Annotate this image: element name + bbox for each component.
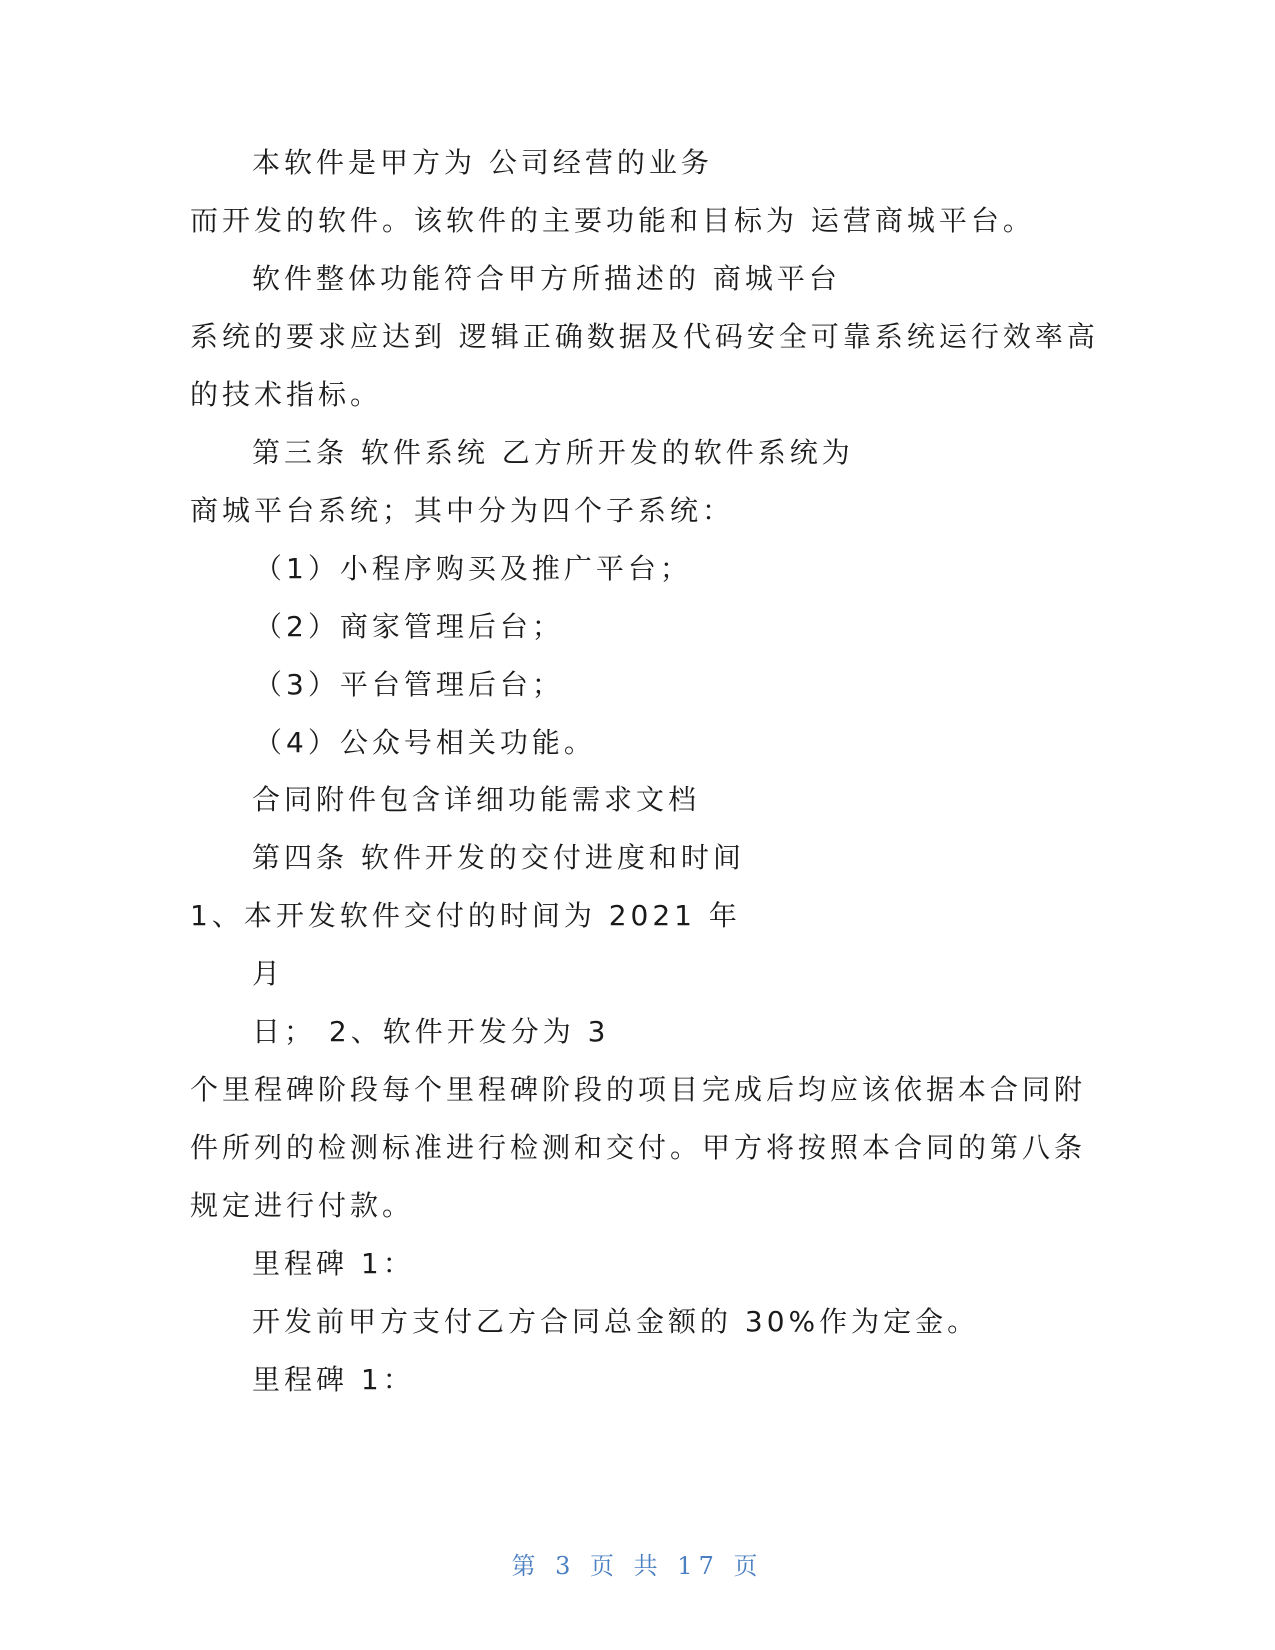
- paragraph-line: 系统的要求应达到 逻辑正确数据及代码安全可靠系统运行效率高: [190, 320, 1099, 353]
- paragraph-line: 而开发的软件。该软件的主要功能和目标为 运营商城平台。: [190, 204, 1035, 237]
- milestone-heading: 里程碑 1：: [252, 1247, 415, 1280]
- paragraph-line: 规定进行付款。: [190, 1189, 415, 1222]
- paragraph-line: 合同附件包含详细功能需求文档: [252, 783, 701, 816]
- paragraph-line: 1、本开发软件交付的时间为 2021 年: [190, 899, 741, 932]
- paragraph-line: 件所列的检测标准进行检测和交付。甲方将按照本合同的第八条: [190, 1131, 1087, 1164]
- paragraph-line: 的技术指标。: [190, 378, 383, 411]
- paragraph-line: 日； 2、软件开发分为 3: [252, 1015, 610, 1048]
- paragraph-line: 个里程碑阶段每个里程碑阶段的项目完成后均应该依据本合同附: [190, 1073, 1087, 1106]
- paragraph-line: 商城平台系统；其中分为四个子系统：: [190, 494, 735, 527]
- paragraph-line: 本软件是甲方为 公司经营的业务: [252, 146, 713, 179]
- page-number-footer: 第 3 页 共 17 页: [511, 1552, 764, 1580]
- list-item: （2）商家管理后台；: [254, 610, 564, 643]
- section-heading: 第三条 软件系统 乙方所开发的软件系统为: [252, 436, 854, 469]
- paragraph-line: 开发前甲方支付乙方合同总金额的 30%作为定金。: [252, 1305, 980, 1338]
- paragraph-line: 软件整体功能符合甲方所描述的 商城平台: [252, 262, 841, 295]
- milestone-heading: 里程碑 1：: [252, 1363, 415, 1396]
- list-item: （1）小程序购买及推广平台；: [254, 552, 692, 585]
- list-item: （4）公众号相关功能。: [254, 726, 596, 759]
- section-heading: 第四条 软件开发的交付进度和时间: [252, 841, 745, 874]
- list-item: （3）平台管理后台；: [254, 668, 564, 701]
- paragraph-line: 月: [252, 957, 285, 990]
